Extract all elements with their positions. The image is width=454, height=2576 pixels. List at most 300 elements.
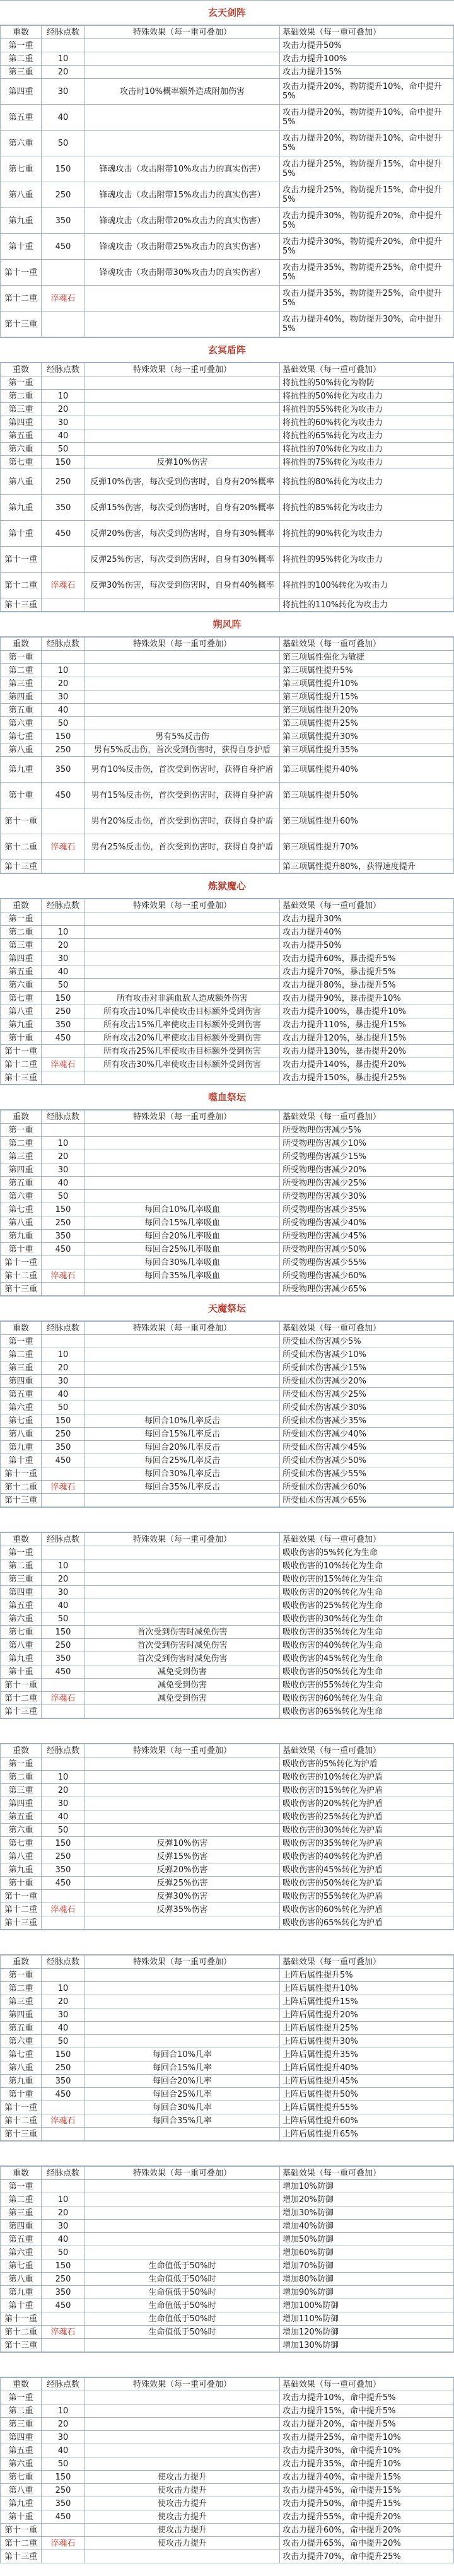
tier-cell: 第六重 bbox=[1, 979, 42, 992]
section-6 bbox=[0, 1507, 454, 1718]
skill-cell bbox=[85, 965, 280, 979]
table-row bbox=[1, 66, 454, 79]
header-row bbox=[1, 899, 454, 912]
base-cell: 攻击力提升100% bbox=[280, 52, 454, 66]
base-cell: 上阵后属性提升5% bbox=[280, 1969, 454, 1982]
base-cell: 攻击力提升40% bbox=[280, 926, 454, 939]
tier-cell: 第十一重 bbox=[1, 808, 42, 834]
tier-cell: 第四重 bbox=[1, 1375, 42, 1388]
skill-cell bbox=[85, 1757, 280, 1771]
base-cell: 将抗性的75%转化为攻击力 bbox=[280, 456, 454, 469]
tier-cell: 第七重 bbox=[1, 1626, 42, 1639]
tier-cell: 第六重 bbox=[1, 2457, 42, 2471]
tier-cell: 第三重 bbox=[1, 1995, 42, 2008]
tier-cell: 第一重 bbox=[1, 2180, 42, 2193]
cost-cell: 250 bbox=[42, 1216, 85, 1230]
table-body bbox=[1, 1546, 454, 1718]
cost-cell: 350 bbox=[42, 1018, 85, 1032]
cost-cell: 50 bbox=[42, 443, 85, 456]
cost-cell: 40 bbox=[42, 2444, 85, 2457]
skill-cell: 每回合20%几率反击 bbox=[85, 1441, 280, 1454]
header-skill: 特殊效果（每一重可叠加） bbox=[85, 1533, 280, 1546]
table-row bbox=[1, 2061, 454, 2075]
base-cell: 上阵后属性提升30% bbox=[280, 2035, 454, 2048]
cost-cell: 150 bbox=[42, 730, 85, 743]
tier-cell: 第六重 bbox=[1, 2246, 42, 2259]
cost-cell bbox=[42, 1124, 85, 1137]
header-skill: 特殊效果（每一重可叠加） bbox=[85, 26, 280, 39]
table-row bbox=[1, 2524, 454, 2537]
header-tier: 重数 bbox=[1, 1744, 42, 1757]
table-row bbox=[1, 2193, 454, 2206]
cost-cell bbox=[42, 260, 85, 286]
base-cell: 第三项属性强化为敏捷 bbox=[280, 651, 454, 664]
table-row bbox=[1, 598, 454, 612]
header-cost: 经脉点数 bbox=[42, 2167, 85, 2180]
table-row bbox=[1, 286, 454, 312]
skill-cell bbox=[85, 1810, 280, 1824]
tier-cell: 第七重 bbox=[1, 2471, 42, 2484]
base-cell: 上阵后属性提升25% bbox=[280, 2022, 454, 2035]
section-10 bbox=[0, 2352, 454, 2563]
section-title: 天魔祭坛 bbox=[0, 1296, 454, 1321]
base-cell: 攻击力提升65%，命中提升20% bbox=[280, 2537, 454, 2550]
tier-cell: 第十重 bbox=[1, 1032, 42, 1045]
tier-cell: 第一重 bbox=[1, 1969, 42, 1982]
base-cell: 将抗性的95%转化为攻击力 bbox=[280, 547, 454, 573]
header-skill: 特殊效果（每一重可叠加） bbox=[85, 899, 280, 912]
base-cell: 所受仙术伤害减少40% bbox=[280, 1428, 454, 1441]
table-row bbox=[1, 1916, 454, 1930]
tier-cell: 第二重 bbox=[1, 2193, 42, 2206]
table-row bbox=[1, 651, 454, 664]
cost-cell: 250 bbox=[42, 1005, 85, 1018]
skill-cell bbox=[85, 939, 280, 952]
cost-cell: 10 bbox=[42, 1982, 85, 1995]
table-body bbox=[1, 2391, 454, 2563]
skill-cell: 每回合15%几率吸血 bbox=[85, 1216, 280, 1230]
cost-cell: 150 bbox=[42, 2259, 85, 2273]
cost-cell: 40 bbox=[42, 1388, 85, 1401]
table-row bbox=[1, 1599, 454, 1612]
cost-cell: 50 bbox=[42, 1190, 85, 1203]
cost-cell: 淬魂石 bbox=[42, 1903, 85, 1916]
table-header bbox=[1, 26, 454, 39]
cost-cell: 10 bbox=[42, 1771, 85, 1784]
table-row bbox=[1, 469, 454, 495]
cost-cell: 30 bbox=[42, 1586, 85, 1599]
skill-cell bbox=[85, 598, 280, 612]
table-row bbox=[1, 2444, 454, 2457]
skill-cell bbox=[85, 2457, 280, 2471]
skill-cell: 锋魂攻击（攻击附带25%攻击力的真实伤害） bbox=[85, 234, 280, 260]
base-cell: 上阵后属性提升45% bbox=[280, 2075, 454, 2088]
section-table bbox=[0, 1744, 454, 1930]
cost-cell bbox=[42, 2180, 85, 2193]
cost-cell: 淬魂石 bbox=[42, 1481, 85, 1494]
cost-cell: 450 bbox=[42, 1032, 85, 1045]
base-cell: 所受物理伤害减少55% bbox=[280, 1256, 454, 1269]
tier-cell: 第十二重 bbox=[1, 573, 42, 598]
table-row bbox=[1, 39, 454, 52]
tier-cell: 第四重 bbox=[1, 1586, 42, 1599]
cost-cell: 10 bbox=[42, 2404, 85, 2418]
skill-cell bbox=[85, 1546, 280, 1559]
tier-cell: 第一重 bbox=[1, 376, 42, 390]
table-row bbox=[1, 2537, 454, 2550]
base-cell: 吸收伤害的15%转化为护盾 bbox=[280, 1784, 454, 1797]
tier-cell: 第十重 bbox=[1, 2088, 42, 2101]
skill-cell bbox=[85, 1190, 280, 1203]
table-row bbox=[1, 1190, 454, 1203]
tier-cell: 第十二重 bbox=[1, 2537, 42, 2550]
cost-cell: 250 bbox=[42, 2273, 85, 2286]
skill-cell: 所有攻击15%几率使攻击目标额外受到伤害 bbox=[85, 1018, 280, 1032]
skill-cell bbox=[85, 2180, 280, 2193]
table-header bbox=[1, 899, 454, 912]
table-row bbox=[1, 1797, 454, 1810]
table-header bbox=[1, 1533, 454, 1546]
base-cell: 所受物理伤害减少30% bbox=[280, 1190, 454, 1203]
tier-cell: 第八重 bbox=[1, 1216, 42, 1230]
cost-cell: 50 bbox=[42, 2457, 85, 2471]
skill-cell: 所有攻击30%几率使攻击目标额外受到伤害 bbox=[85, 1058, 280, 1071]
base-cell: 吸收伤害的25%转化为护盾 bbox=[280, 1810, 454, 1824]
table-row bbox=[1, 156, 454, 182]
base-cell: 上阵后属性提升60% bbox=[280, 2114, 454, 2128]
header-tier: 重数 bbox=[1, 1322, 42, 1335]
section-5 bbox=[0, 1296, 454, 1507]
cost-cell: 250 bbox=[42, 1850, 85, 1863]
base-cell: 将抗性的90%转化为攻击力 bbox=[280, 521, 454, 547]
tier-cell: 第五重 bbox=[1, 1810, 42, 1824]
cost-cell: 40 bbox=[42, 1599, 85, 1612]
header-cost: 经脉点数 bbox=[42, 1744, 85, 1757]
table-row bbox=[1, 495, 454, 521]
cost-cell: 40 bbox=[42, 2022, 85, 2035]
skill-cell bbox=[85, 52, 280, 66]
tier-cell: 第六重 bbox=[1, 1612, 42, 1626]
base-cell: 第三项属性提升5% bbox=[280, 664, 454, 677]
header-base: 基础效果（每一重可叠加） bbox=[280, 2167, 454, 2180]
skill-cell: 反弹25%伤害 bbox=[85, 1877, 280, 1890]
table-row bbox=[1, 1203, 454, 1216]
table-row bbox=[1, 52, 454, 66]
table-row bbox=[1, 1481, 454, 1494]
skill-cell bbox=[85, 429, 280, 443]
tier-cell: 第二重 bbox=[1, 1348, 42, 1361]
cost-cell bbox=[42, 1546, 85, 1559]
table-body bbox=[1, 651, 454, 873]
base-cell: 攻击力提升150%，暴击提升25% bbox=[280, 1071, 454, 1085]
skill-cell bbox=[85, 2404, 280, 2418]
table-row bbox=[1, 2418, 454, 2431]
cost-cell: 150 bbox=[42, 992, 85, 1005]
cost-cell: 250 bbox=[42, 469, 85, 495]
base-cell: 攻击力提升50%，命中提升15% bbox=[280, 2497, 454, 2510]
cost-cell: 30 bbox=[42, 1163, 85, 1177]
skill-cell: 使攻击力提升 bbox=[85, 2471, 280, 2484]
tier-cell: 第四重 bbox=[1, 79, 42, 105]
cost-cell: 20 bbox=[42, 1361, 85, 1375]
cost-cell: 250 bbox=[42, 1428, 85, 1441]
skill-cell bbox=[85, 1824, 280, 1837]
base-cell: 增加110%防御 bbox=[280, 2312, 454, 2326]
skill-cell: 反弹10%伤害 bbox=[85, 1837, 280, 1850]
cost-cell: 150 bbox=[42, 156, 85, 182]
table-row bbox=[1, 1705, 454, 1718]
skill-cell bbox=[85, 131, 280, 156]
table-row bbox=[1, 1032, 454, 1045]
base-cell: 所受仙术伤害减少60% bbox=[280, 1481, 454, 1494]
skill-cell bbox=[85, 677, 280, 691]
tier-cell: 第四重 bbox=[1, 2220, 42, 2233]
table-row bbox=[1, 2088, 454, 2101]
tier-cell: 第二重 bbox=[1, 52, 42, 66]
base-cell: 将抗性的50%转化为攻击力 bbox=[280, 390, 454, 403]
table-row bbox=[1, 2471, 454, 2484]
cost-cell: 20 bbox=[42, 1150, 85, 1163]
table-row bbox=[1, 234, 454, 260]
tier-cell: 第四重 bbox=[1, 416, 42, 429]
tier-cell: 第七重 bbox=[1, 156, 42, 182]
cost-cell: 150 bbox=[42, 1203, 85, 1216]
cost-cell: 40 bbox=[42, 1177, 85, 1190]
base-cell: 所受仙术伤害减少45% bbox=[280, 1441, 454, 1454]
table-header bbox=[1, 1322, 454, 1335]
table-row bbox=[1, 2391, 454, 2404]
base-cell: 上阵后属性提升15% bbox=[280, 1995, 454, 2008]
table-row bbox=[1, 573, 454, 598]
skill-cell bbox=[85, 1124, 280, 1137]
cost-cell bbox=[42, 39, 85, 52]
tier-cell: 第十三重 bbox=[1, 2128, 42, 2141]
header-base: 基础效果（每一重可叠加） bbox=[280, 638, 454, 651]
skill-cell: 使攻击力提升 bbox=[85, 2510, 280, 2524]
base-cell: 吸收伤害的45%转化为护盾 bbox=[280, 1863, 454, 1877]
table-row bbox=[1, 1982, 454, 1995]
base-cell: 攻击力提升20%，命中提升5% bbox=[280, 2418, 454, 2431]
tier-cell: 第九重 bbox=[1, 757, 42, 783]
cost-cell: 10 bbox=[42, 390, 85, 403]
table-row bbox=[1, 429, 454, 443]
header-base: 基础效果（每一重可叠加） bbox=[280, 1955, 454, 1969]
skill-cell bbox=[85, 1995, 280, 2008]
table-row bbox=[1, 1494, 454, 1507]
base-cell: 吸收伤害的20%转化为生命 bbox=[280, 1586, 454, 1599]
section-table bbox=[0, 2166, 454, 2352]
header-skill: 特殊效果（每一重可叠加） bbox=[85, 1744, 280, 1757]
table-row bbox=[1, 1361, 454, 1375]
table-row bbox=[1, 2326, 454, 2339]
tier-cell: 第九重 bbox=[1, 2075, 42, 2088]
tier-cell: 第八重 bbox=[1, 2484, 42, 2497]
cost-cell bbox=[42, 860, 85, 873]
skill-cell bbox=[85, 1361, 280, 1375]
table-header bbox=[1, 1744, 454, 1757]
header-cost: 经脉点数 bbox=[42, 899, 85, 912]
base-cell: 攻击力提升45%，命中提升15% bbox=[280, 2484, 454, 2497]
section-9 bbox=[0, 2141, 454, 2352]
tier-cell: 第十一重 bbox=[1, 1467, 42, 1481]
cost-cell: 20 bbox=[42, 66, 85, 79]
base-cell: 攻击力提升30%，物防提升20%，命中提升5% bbox=[280, 234, 454, 260]
base-cell: 吸收伤害的35%转化为护盾 bbox=[280, 1837, 454, 1850]
tier-cell: 第十三重 bbox=[1, 1071, 42, 1085]
table-row bbox=[1, 912, 454, 926]
skill-cell bbox=[85, 704, 280, 717]
base-cell: 攻击力提升25%，命中提升10% bbox=[280, 2431, 454, 2444]
skill-cell bbox=[85, 2220, 280, 2233]
tier-cell: 第十二重 bbox=[1, 1481, 42, 1494]
table-body bbox=[1, 1757, 454, 1930]
table-row bbox=[1, 1573, 454, 1586]
cost-cell: 20 bbox=[42, 1995, 85, 2008]
cost-cell: 淬魂石 bbox=[42, 286, 85, 312]
table-row bbox=[1, 1058, 454, 1071]
header-skill: 特殊效果（每一重可叠加） bbox=[85, 638, 280, 651]
table-row bbox=[1, 1612, 454, 1626]
base-cell: 攻击力提升40%，物防提升30%，命中提升5% bbox=[280, 312, 454, 337]
table-row bbox=[1, 1283, 454, 1296]
skill-cell: 锋魂攻击（攻击附带30%攻击力的真实伤害） bbox=[85, 260, 280, 286]
tier-cell: 第五重 bbox=[1, 1388, 42, 1401]
skill-cell: 使攻击力提升 bbox=[85, 2537, 280, 2550]
skill-cell: 首次受到伤害时减免伤害 bbox=[85, 1626, 280, 1639]
cost-cell: 20 bbox=[42, 2418, 85, 2431]
tier-cell: 第十三重 bbox=[1, 1283, 42, 1296]
base-cell: 所受仙术伤害减少55% bbox=[280, 1467, 454, 1481]
base-cell: 攻击力提升50% bbox=[280, 939, 454, 952]
cost-cell: 250 bbox=[42, 1639, 85, 1652]
skill-cell: 每回合30%几率吸血 bbox=[85, 1256, 280, 1269]
cost-cell: 50 bbox=[42, 717, 85, 730]
skill-cell: 每回合10%几率 bbox=[85, 2048, 280, 2061]
cost-cell bbox=[42, 2524, 85, 2537]
cost-cell: 450 bbox=[42, 783, 85, 808]
skill-cell: 锋魂攻击（攻击附带15%攻击力的真实伤害） bbox=[85, 182, 280, 208]
skill-cell bbox=[85, 717, 280, 730]
table-row bbox=[1, 376, 454, 390]
base-cell: 吸收伤害的5%转化为护盾 bbox=[280, 1757, 454, 1771]
table-row bbox=[1, 1150, 454, 1163]
header-skill: 特殊效果（每一重可叠加） bbox=[85, 2378, 280, 2391]
tier-cell: 第三重 bbox=[1, 1573, 42, 1586]
tier-cell: 第十三重 bbox=[1, 860, 42, 873]
cost-cell bbox=[42, 2312, 85, 2326]
section-table bbox=[0, 1321, 454, 1507]
tier-cell: 第五重 bbox=[1, 2022, 42, 2035]
cost-cell: 50 bbox=[42, 1824, 85, 1837]
table-row bbox=[1, 1428, 454, 1441]
base-cell: 所受仙术伤害减少10% bbox=[280, 1348, 454, 1361]
tier-cell: 第八重 bbox=[1, 1428, 42, 1441]
base-cell: 攻击力提升100%，暴击提升10% bbox=[280, 1005, 454, 1018]
skill-cell bbox=[85, 1375, 280, 1388]
tier-cell: 第十重 bbox=[1, 1454, 42, 1467]
tier-cell: 第七重 bbox=[1, 1414, 42, 1428]
base-cell: 攻击力提升70%，暴击提升5% bbox=[280, 965, 454, 979]
skill-cell bbox=[85, 952, 280, 965]
skill-cell: 反弹30%伤害 bbox=[85, 1890, 280, 1903]
tier-cell: 第十一重 bbox=[1, 547, 42, 573]
base-cell: 增加90%防御 bbox=[280, 2286, 454, 2299]
skill-cell bbox=[85, 2022, 280, 2035]
base-cell: 所受仙术伤害减少30% bbox=[280, 1401, 454, 1414]
table-row bbox=[1, 1177, 454, 1190]
cost-cell: 30 bbox=[42, 2220, 85, 2233]
skill-cell bbox=[85, 1283, 280, 1296]
base-cell: 攻击力提升15% bbox=[280, 66, 454, 79]
skill-cell bbox=[85, 286, 280, 312]
tier-cell: 第二重 bbox=[1, 1137, 42, 1150]
cost-cell: 40 bbox=[42, 105, 85, 131]
base-cell: 将抗性的110%转化为攻击力 bbox=[280, 598, 454, 612]
base-cell: 上阵后属性提升65% bbox=[280, 2128, 454, 2141]
skill-cell bbox=[85, 312, 280, 337]
base-cell: 吸收伤害的40%转化为护盾 bbox=[280, 1850, 454, 1863]
base-cell: 上阵后属性提升50% bbox=[280, 2088, 454, 2101]
base-cell: 攻击力提升15%，命中提升5% bbox=[280, 2404, 454, 2418]
table-body bbox=[1, 1124, 454, 1296]
skill-cell: 每回合25%几率吸血 bbox=[85, 1243, 280, 1256]
base-cell: 攻击力提升30%，命中提升10% bbox=[280, 2444, 454, 2457]
tier-cell: 第二重 bbox=[1, 1982, 42, 1995]
table-row bbox=[1, 2035, 454, 2048]
cost-cell bbox=[42, 598, 85, 612]
section-table bbox=[0, 1110, 454, 1296]
base-cell: 所受仙术伤害减少20% bbox=[280, 1375, 454, 1388]
base-cell: 第三项属性提升10% bbox=[280, 677, 454, 691]
table-row bbox=[1, 2246, 454, 2259]
skill-cell: 所有攻击10%几率使攻击目标额外受到伤害 bbox=[85, 1005, 280, 1018]
section-title: 玄天剑阵 bbox=[0, 0, 454, 25]
tier-cell: 第十一重 bbox=[1, 2524, 42, 2537]
skill-cell bbox=[85, 651, 280, 664]
tier-cell: 第一重 bbox=[1, 1124, 42, 1137]
skill-cell bbox=[85, 376, 280, 390]
skill-cell: 反弹35%伤害 bbox=[85, 1903, 280, 1916]
tier-cell: 第三重 bbox=[1, 1784, 42, 1797]
cost-cell: 350 bbox=[42, 2075, 85, 2088]
table-body bbox=[1, 39, 454, 337]
base-cell: 上阵后属性提升10% bbox=[280, 1982, 454, 1995]
table-row bbox=[1, 1837, 454, 1850]
header-cost: 经脉点数 bbox=[42, 1322, 85, 1335]
skill-cell bbox=[85, 2391, 280, 2404]
cost-cell: 20 bbox=[42, 403, 85, 416]
skill-cell: 每回合35%几率 bbox=[85, 2114, 280, 2128]
skill-cell bbox=[85, 1797, 280, 1810]
tier-cell: 第五重 bbox=[1, 704, 42, 717]
base-cell: 上阵后属性提升55% bbox=[280, 2101, 454, 2114]
skill-cell: 每回合35%几率反击 bbox=[85, 1481, 280, 1494]
cost-cell bbox=[42, 2101, 85, 2114]
header-tier: 重数 bbox=[1, 638, 42, 651]
tier-cell: 第十重 bbox=[1, 2510, 42, 2524]
skill-cell: 男有15%反击伤，首次受到伤害时，获得自身护盾 bbox=[85, 783, 280, 808]
table-row bbox=[1, 2075, 454, 2088]
header-row bbox=[1, 1744, 454, 1757]
base-cell: 第三项属性提升50% bbox=[280, 783, 454, 808]
skill-cell bbox=[85, 1335, 280, 1348]
tier-cell: 第七重 bbox=[1, 1837, 42, 1850]
table-row bbox=[1, 260, 454, 286]
tier-cell: 第五重 bbox=[1, 1599, 42, 1612]
tier-cell: 第八重 bbox=[1, 182, 42, 208]
tier-cell: 第八重 bbox=[1, 2273, 42, 2286]
skill-cell bbox=[85, 2128, 280, 2141]
